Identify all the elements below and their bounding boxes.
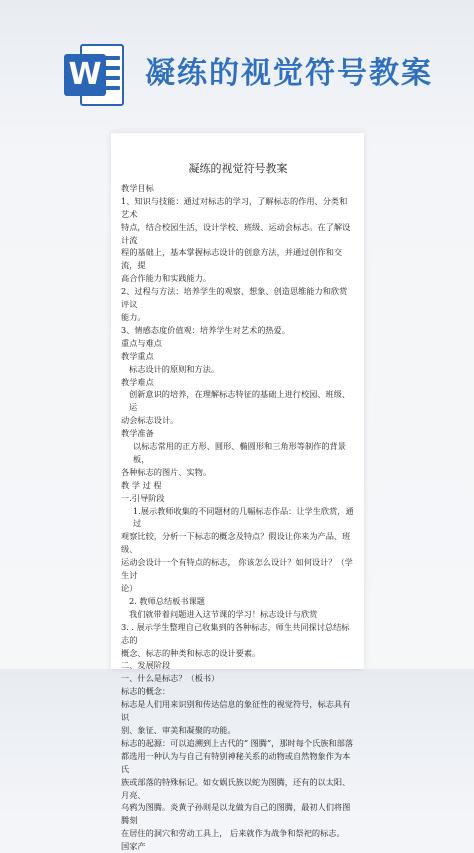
- text-line: 运动会设计一个有特点的标志， 你该怎么设计？如何设计？（学生讨: [121, 557, 353, 581]
- text-line: 2、过程与方法：培养学生的观察、想象、创造思维能力和欣赏评议: [121, 286, 348, 310]
- text-line: 观察比较，分析一下标志的概念及特点？假设让你来为产品、班级、: [121, 531, 351, 555]
- document-title: 凝练的视觉符号教案: [188, 162, 288, 175]
- document-header: [0, 0, 474, 140]
- text-line: 一、什么是标志？（板书）: [121, 673, 220, 684]
- text-line: 标志是人们用来识别和传达信息的象征性的视觉符号，标志具有识: [121, 699, 351, 723]
- text-line: 标志设计的原则和方法。: [129, 363, 220, 374]
- text-line: 动会标志设计。: [121, 415, 179, 426]
- word-icon-badge: W: [64, 54, 106, 96]
- text-line: 3、情感态度价值观：培养学生对艺术的热爱。: [121, 324, 290, 335]
- text-line: 标志的起源：可以追溯到上古代的“ 图腾”，那时每个氏族和部落: [121, 737, 354, 748]
- text-line: 创新意识的培养，在理解标志特征的基础上进行校园、班级、运: [129, 389, 351, 413]
- text-line: 特点，结合校园生活，设计学校、班级、运动会标志。在了解设计流: [121, 221, 351, 245]
- text-line: 各种标志的图片、实物。: [121, 466, 212, 477]
- text-line: 1.展示教师收集的不同题材的几幅标志作品：让学生欣赏，通过: [133, 505, 354, 529]
- text-line: 在居住的洞穴和劳动工具上， 后来就作为战争和祭祀的标志。 国家产: [121, 828, 345, 852]
- text-line: 一.引导阶段: [121, 492, 165, 503]
- text-line: 1、知识与技能：通过对标志的学习，了解标志的作用、分类和艺术: [121, 195, 348, 219]
- text-line: 以标志常用的正方形、圆形、椭圆形和三角形等制作的背景板，: [133, 441, 346, 464]
- word-document-icon: [64, 44, 126, 106]
- text-line: 教 学 过 程: [121, 479, 162, 490]
- text-line: 概念、标志的种类和标志的设计要素。: [121, 647, 261, 658]
- text-line: 2. 教师总结板书课题: [129, 595, 205, 606]
- text-line: 我们就带着问题进入这节课的学习！标志设计与欣赏: [129, 608, 318, 619]
- text-line: 教学难点: [121, 376, 154, 387]
- text-line: 二、发展阶段: [121, 660, 171, 671]
- text-line: 程的基础上，基本掌握标志设计的创意方法，并通过创作和交流，提: [121, 247, 343, 271]
- document-text: [121, 182, 355, 853]
- page-title: 凝练的视觉符号教案: [145, 56, 433, 91]
- text-line: 族或部落的特殊标记。如女娲氏族以蛇为图腾，还有的以太阳、月亮、: [121, 776, 351, 800]
- document-page: [111, 133, 364, 852]
- text-line: 乌鸦为图腾。炎黄子孙则是以龙做为自己的图腾，最初人们将图腾刻: [121, 802, 351, 826]
- text-line: 标志的概念：: [121, 686, 171, 697]
- text-line: 都选用一种认为与自己有特别神秘关系的动物或自然物象作为本氏: [121, 750, 351, 774]
- text-line: 高合作能力和实践能力。: [121, 273, 212, 284]
- text-line: 教学准备: [121, 428, 154, 439]
- text-line: 别、象征、审美和凝聚的功能。: [121, 724, 236, 735]
- text-line: 3. . 展示学生整理自己收集到的各种标志，师生共同探讨总结标志的: [121, 621, 350, 645]
- text-line: 论）: [121, 583, 138, 593]
- text-line: 能力。: [121, 311, 146, 322]
- text-line: 教学目标: [121, 182, 154, 193]
- text-line: 教学重点: [121, 350, 154, 361]
- text-line: 重点与难点: [121, 337, 162, 348]
- document-body: [111, 133, 364, 853]
